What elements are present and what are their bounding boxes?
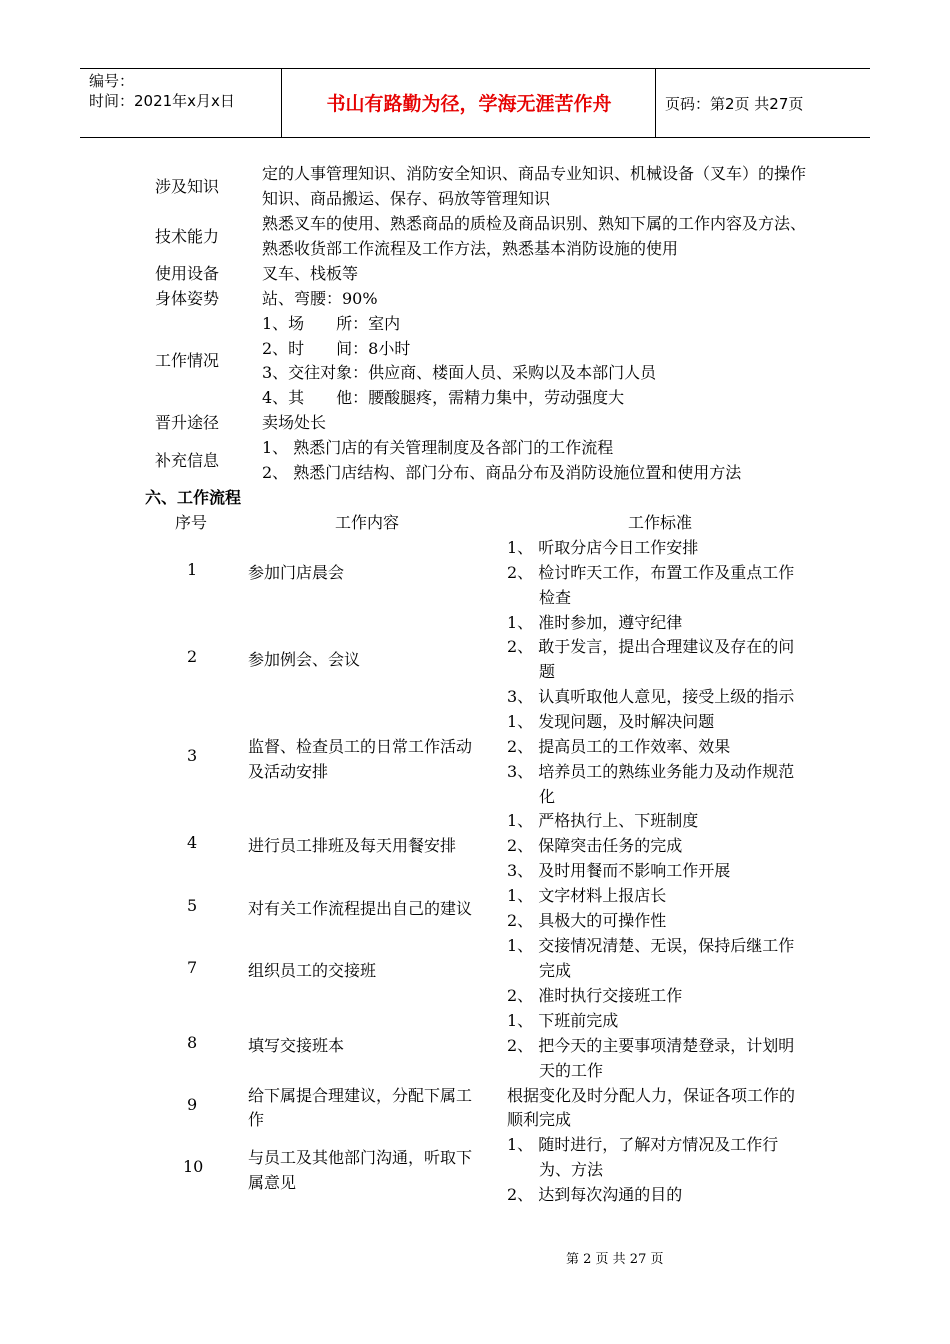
flow-seq: 2 [187, 647, 198, 666]
info-label: 补充信息 [155, 451, 220, 470]
flow-standard: 3、 培养员工的熟练业务能力及动作规范 [507, 762, 795, 781]
info-label: 晋升途径 [155, 413, 220, 432]
flow-content: 参加例会、会议 [248, 650, 361, 669]
flow-seq: 7 [187, 958, 198, 977]
info-line: 熟悉叉车的使用、熟悉商品的质检及商品识别、熟知下属的工作内容及方法、 [262, 214, 807, 233]
flow-standard: 1、 严格执行上、下班制度 [507, 811, 699, 830]
flow-seq: 8 [187, 1033, 198, 1052]
flow-standard: 天的工作 [507, 1061, 604, 1080]
flow-content: 作 [248, 1110, 265, 1129]
flow-content: 组织员工的交接班 [248, 961, 377, 980]
flow-standard: 2、 达到每次沟通的目的 [507, 1185, 683, 1204]
flow-content: 进行员工排班及每天用餐安排 [248, 836, 457, 855]
flow-standard: 化 [507, 787, 556, 806]
flow-seq: 3 [187, 746, 198, 765]
info-label: 工作情况 [155, 351, 220, 370]
info-line: 2、时 间：8小时 [262, 339, 411, 358]
info-line: 4、其 他：腰酸腿疼，需精力集中，劳动强度大 [262, 388, 625, 407]
flow-header-content: 工作内容 [335, 513, 400, 532]
flow-content: 对有关工作流程提出自己的建议 [248, 899, 473, 918]
flow-content: 填写交接班本 [248, 1036, 345, 1055]
flow-content: 监督、检查员工的日常工作活动 [248, 737, 473, 756]
info-label: 身体姿势 [155, 289, 220, 308]
info-label: 技术能力 [155, 227, 220, 246]
info-line: 叉车、栈板等 [262, 264, 359, 283]
flow-standard: 3、 认真听取他人意见，接受上级的指示 [507, 687, 795, 706]
header-left [89, 71, 235, 111]
info-label: 使用设备 [155, 264, 220, 283]
flow-seq: 10 [183, 1157, 204, 1176]
flow-standard: 为、方法 [507, 1160, 604, 1179]
info-line: 熟悉收货部工作流程及工作方法，熟悉基本消防设施的使用 [262, 239, 679, 258]
flow-standard: 根据变化及时分配人力，保证各项工作的 [507, 1086, 796, 1105]
flow-standard: 检查 [507, 588, 572, 607]
flow-standard: 2、 准时执行交接班工作 [507, 986, 683, 1005]
flow-standard: 1、 交接情况清楚、无误，保持后继工作 [507, 936, 795, 955]
info-line: 站、弯腰：90% [262, 289, 378, 308]
flow-standard: 2、 敢于发言，提出合理建议及存在的问 [507, 637, 795, 656]
flow-header-standard: 工作标准 [628, 513, 693, 532]
section-title: 六、工作流程 [145, 488, 242, 507]
flow-content: 及活动安排 [248, 762, 329, 781]
flow-standard: 完成 [507, 961, 572, 980]
info-label: 涉及知识 [155, 177, 220, 196]
info-line: 2、 熟悉门店结构、部门分布、商品分布及消防设施位置和使用方法 [262, 463, 742, 482]
header-motto: 书山有路勤为径，学海无涯苦作舟 [326, 93, 612, 115]
flow-standard: 3、 及时用餐而不影响工作开展 [507, 861, 731, 880]
flow-header-seq: 序号 [175, 513, 208, 532]
page-header [80, 68, 870, 138]
flow-standard: 2、 提高员工的工作效率、效果 [507, 737, 731, 756]
info-line: 定的人事管理知识、消防安全知识、商品专业知识、机械设备（叉车）的操作 [262, 164, 807, 183]
flow-standard: 1、 随时进行，了解对方情况及工作行 [507, 1135, 779, 1154]
flow-standard: 题 [507, 662, 556, 681]
header-divider [655, 69, 656, 137]
flow-standard: 1、 文字材料上报店长 [507, 886, 667, 905]
flow-standard: 2、 保障突击任务的完成 [507, 836, 683, 855]
header-number-label: 编号： [89, 72, 135, 90]
header-divider [281, 69, 282, 137]
header-time-label: 时间：2021年x月x日 [89, 92, 235, 110]
flow-seq: 1 [187, 560, 198, 579]
flow-standard: 1、 听取分店今日工作安排 [507, 538, 699, 557]
flow-standard: 2、 具极大的可操作性 [507, 911, 667, 930]
info-line: 1、 熟悉门店的有关管理制度及各部门的工作流程 [262, 438, 614, 457]
info-line: 知识、商品搬运、保存、码放等管理知识 [262, 189, 551, 208]
flow-standard: 1、 发现问题，及时解决问题 [507, 712, 715, 731]
flow-standard: 2、 把今天的主要事项清楚登录，计划明 [507, 1036, 795, 1055]
flow-standard: 1、 下班前完成 [507, 1011, 619, 1030]
flow-standard: 2、 检讨昨天工作，布置工作及重点工作 [507, 563, 795, 582]
flow-standard: 顺利完成 [507, 1110, 572, 1129]
flow-seq: 5 [187, 896, 198, 915]
page-footer: 第 2 页 共 27 页 [566, 1252, 664, 1267]
flow-seq: 4 [187, 833, 198, 852]
flow-seq: 9 [187, 1095, 198, 1114]
info-line: 1、场 所：室内 [262, 314, 401, 333]
header-page-info: 页码：第2页 共27页 [665, 95, 804, 113]
flow-content: 属意见 [248, 1173, 297, 1192]
info-line: 3、交往对象：供应商、楼面人员、采购以及本部门人员 [262, 363, 657, 382]
flow-content: 与员工及其他部门沟通，听取下 [248, 1148, 473, 1167]
flow-standard: 1、 准时参加，遵守纪律 [507, 613, 683, 632]
flow-content: 参加门店晨会 [248, 563, 345, 582]
info-line: 卖场处长 [262, 413, 327, 432]
flow-content: 给下属提合理建议，分配下属工 [248, 1086, 473, 1105]
